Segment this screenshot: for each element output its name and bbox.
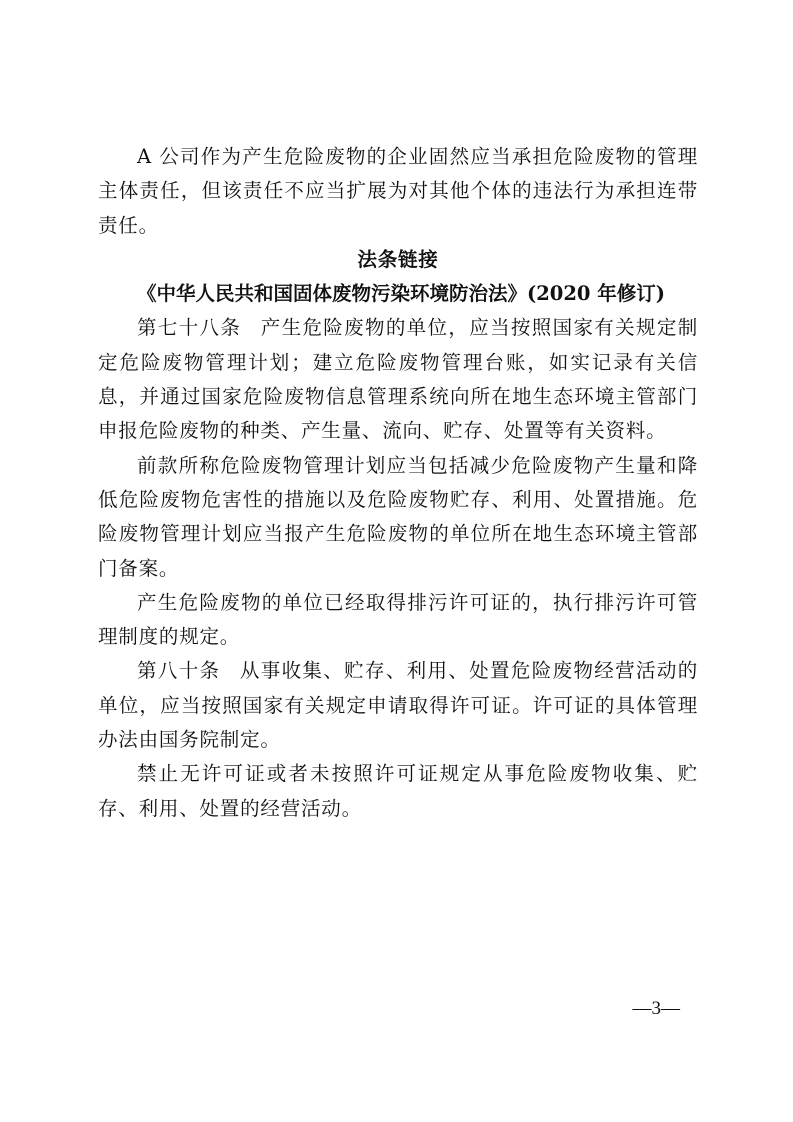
article-78-paragraph-1 <box>98 311 698 448</box>
document-body <box>98 140 698 826</box>
article-78-paragraph-2: 前款所称危险废物管理计划应当包括减少危险废物产生量和降低危险废物危害性的措施以及危险废物贮存、利用、处置措施。危险废物管理计划应当报产生危险废物的单位所在地生态环境主管部门备案。 <box>98 453 698 580</box>
article-78-number: 第七十八条 <box>137 316 242 340</box>
article-78-text: 产生危险废物的单位，应当按照国家有关规定制定危险废物管理计划；建立危险废物管理台账，如实记录有关信息，并通过国家危险废物信息管理系统向所在地生态环境主管部门申报危险废物的种类、产生量、流向、贮存、处置等有关资料。 <box>98 316 698 443</box>
paragraph-intro: A 公司作为产生危险废物的企业固然应当承担危险废物的管理主体责任，但该责任不应当扩展为对其他个体的违法行为承担连带责任。 <box>98 145 698 237</box>
article-80-paragraph-1 <box>98 654 698 757</box>
article-80-text: 从事收集、贮存、利用、处置危险废物经营活动的单位，应当按照国家有关规定申请取得许可证。许可证的具体管理办法由国务院制定。 <box>98 659 698 752</box>
article-80-paragraph-2: 禁止无许可证或者未按照许可证规定从事危险废物收集、贮存、利用、处置的经营活动。 <box>98 762 698 820</box>
section-heading: 法条链接 <box>357 247 439 271</box>
article-78-paragraph-3: 产生危险废物的单位已经取得排污许可证的，执行排污许可管理制度的规定。 <box>98 590 698 649</box>
article-80-number: 第八十条 <box>137 659 221 683</box>
page-number: —3— <box>632 998 680 1019</box>
law-title: 《中华人民共和国固体废物污染环境防治法》(2020 年修订) <box>137 282 666 306</box>
